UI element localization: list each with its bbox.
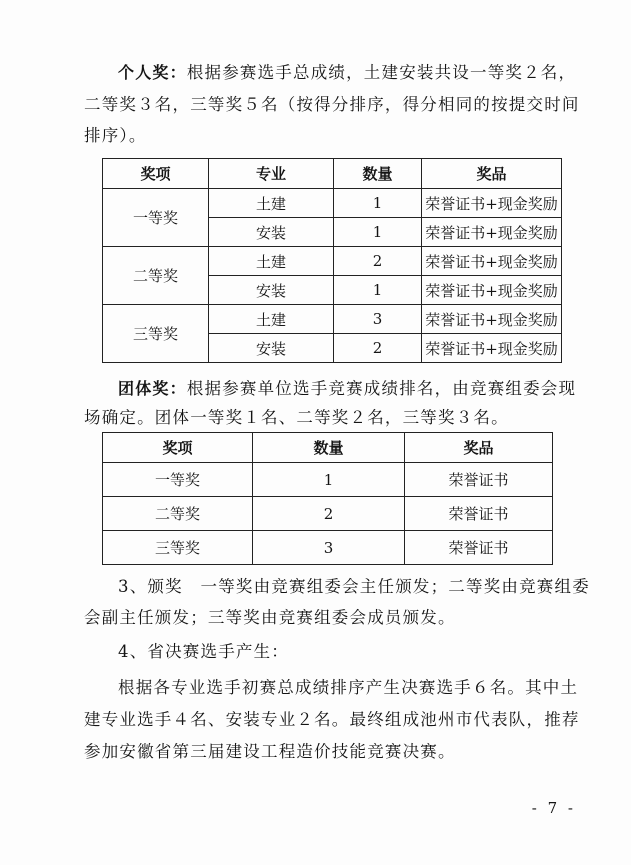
table-row [103,531,553,565]
prize-cell: 荣誉证书+现金奖励 [422,189,562,218]
header-count: 数量 [334,159,422,189]
prize-cell: 荣誉证书+现金奖励 [422,334,562,363]
individual-award-line-3: 排序）。 [84,126,147,145]
award-cell: 三等奖 [103,531,253,565]
header-major: 专业 [209,159,334,189]
section-3-line-1: 3、颁奖 一等奖由竞赛组委会主任颁发；二等奖由竞赛组委 [118,577,590,596]
count-cell: 1 [334,218,422,247]
page-number: - 7 - [531,799,576,817]
header-prize: 奖品 [405,433,553,463]
count-cell: 3 [334,305,422,334]
section-3-line-2: 会副主任颁发；三等奖由竞赛组委会成员颁发。 [84,608,456,627]
award-cell: 二等奖 [103,497,253,531]
individual-award-table [102,158,562,363]
count-cell: 3 [253,531,405,565]
prize-cell: 荣誉证书+现金奖励 [422,305,562,334]
team-award-heading: 团体奖： [118,379,187,398]
individual-award-text: 根据参赛选手总成绩，土建安装共设一等奖２名， [186,63,577,82]
award-cell: 一等奖 [103,463,253,497]
team-award-line-2: 场确定。团体一等奖１名、二等奖２名，三等奖３名。 [84,408,509,427]
count-cell: 1 [334,189,422,218]
prize-cell: 荣誉证书+现金奖励 [422,276,562,305]
section-4-line-3: 参加安徽省第三届建设工程造价技能竞赛决赛。 [84,742,456,761]
table-row [103,247,562,276]
major-cell: 安装 [209,276,334,305]
count-cell: 2 [334,334,422,363]
team-award-line-1 [118,374,576,404]
table-header-row [103,159,562,189]
award-cell: 一等奖 [103,189,209,247]
major-cell: 安装 [209,334,334,363]
header-prize: 奖品 [422,159,562,189]
count-cell: 1 [334,276,422,305]
major-cell: 土建 [209,305,334,334]
table-row [103,463,553,497]
header-award: 奖项 [103,159,209,189]
table-row [103,305,562,334]
table-header-row [103,433,553,463]
major-cell: 安装 [209,218,334,247]
major-cell: 土建 [209,247,334,276]
table-row [103,497,553,531]
count-cell: 2 [334,247,422,276]
prize-cell: 荣誉证书+现金奖励 [422,247,562,276]
team-award-text: 根据参赛单位选手竞赛成绩排名，由竞赛组委会现 [186,379,577,398]
prize-cell: 荣誉证书+现金奖励 [422,218,562,247]
individual-award-heading: 个人奖： [118,63,187,82]
award-cell: 三等奖 [103,305,209,363]
prize-cell: 荣誉证书 [405,531,553,565]
count-cell: 1 [253,463,405,497]
section-4-title: 4、省决赛选手产生： [118,642,289,661]
award-cell: 二等奖 [103,247,209,305]
section-4-line-2: 建专业选手４名、安装专业２名。最终组成池州市代表队，推荐 [84,710,580,729]
major-cell: 土建 [209,189,334,218]
team-award-table [102,432,553,565]
prize-cell: 荣誉证书 [405,463,553,497]
prize-cell: 荣誉证书 [405,497,553,531]
table-row [103,189,562,218]
header-award: 奖项 [103,433,253,463]
section-4-line-1: 根据各专业选手初赛总成绩排序产生决赛选手６名。其中土 [118,678,579,697]
individual-award-line-1 [118,58,576,88]
individual-award-line-2: 二等奖３名，三等奖５名（按得分排序，得分相同的按提交时间 [84,95,580,114]
count-cell: 2 [253,497,405,531]
header-count: 数量 [253,433,405,463]
